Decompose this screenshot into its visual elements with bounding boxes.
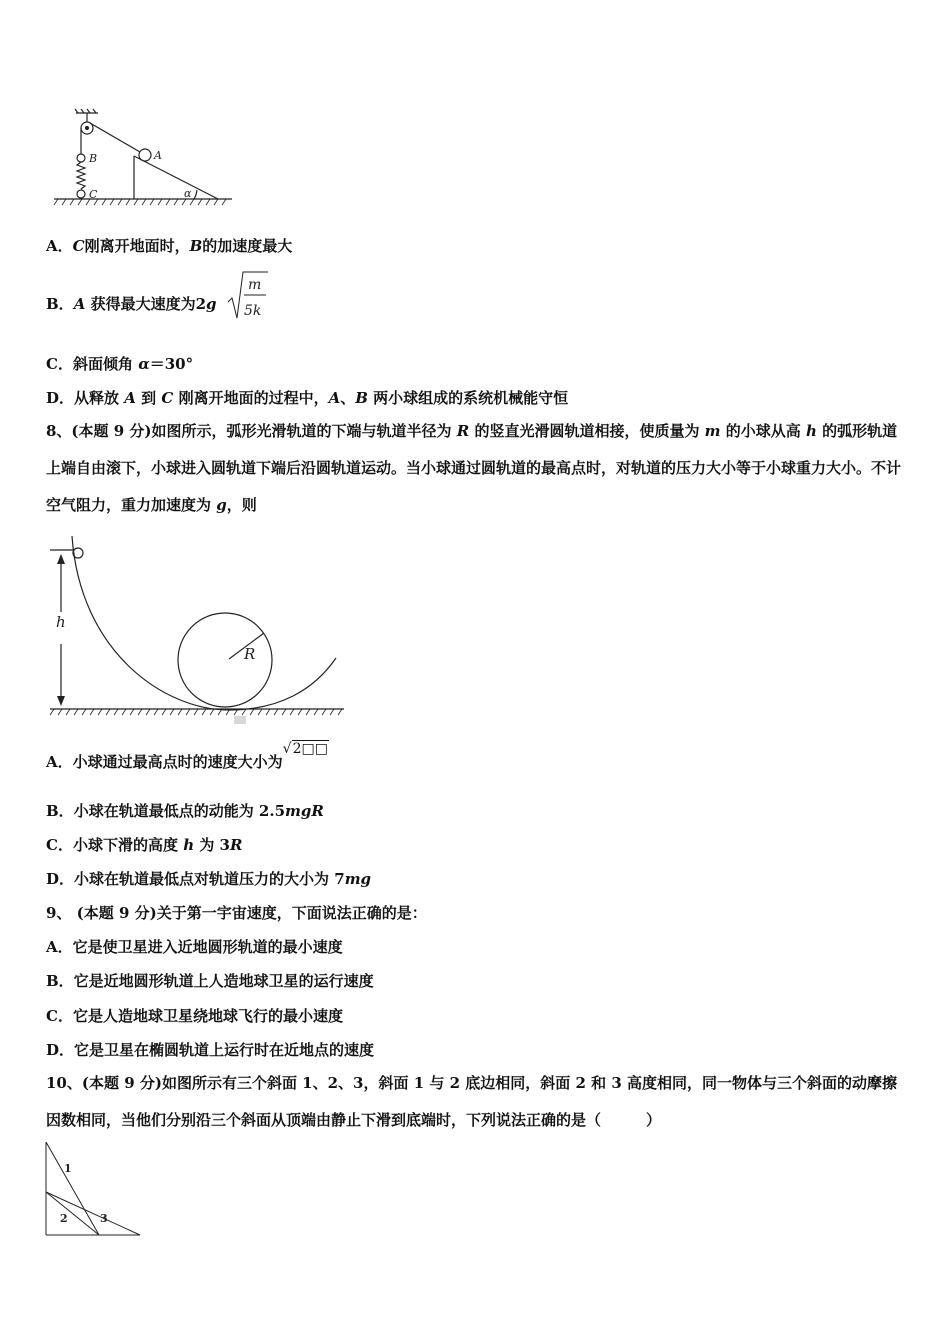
q7-option-d: D．从释放 A 到 C 刚离开地面的过程中，A、B 两小球组成的系统机械能守恒 — [46, 389, 569, 407]
q8-option-d: D．小球在轨道最低点对轨道压力的大小为 7mg — [46, 870, 372, 888]
q9-option-b: B．它是近地圆形轨道上人造地球卫星的运行速度 — [46, 972, 374, 990]
figure-loop-track — [44, 532, 354, 728]
q9-stem: 9、 (本题 9 分)关于第一宇宙速度，下面说法正确的是： — [46, 904, 427, 922]
label-r: R — [244, 645, 256, 663]
q9-option-a: A．它是使卫星进入近地圆形轨道的最小速度 — [46, 938, 343, 956]
label-3: 3 — [100, 1212, 108, 1225]
fraction-denominator: 5k — [244, 303, 262, 319]
q9-option-d: D．它是卫星在椭圆轨道上运行时在近地点的速度 — [46, 1041, 375, 1059]
q8-option-b: B．小球在轨道最低点的动能为 2.5mgR — [46, 802, 324, 820]
figure-pulley-incline — [46, 108, 236, 208]
label-1: 1 — [64, 1162, 72, 1175]
q8-option-c: C．小球下滑的高度 h 为 3R — [46, 836, 243, 854]
q7-option-a: A．C刚离开地面时，B的加速度最大 — [46, 237, 293, 255]
q7-option-c: C．斜面倾角 α＝30° — [46, 355, 194, 373]
q10-stem: 10、(本题 9 分)如图所示有三个斜面 1、2、3，斜面 1 与 2 底边相同，斜面 2 和 3 高度相同，同一物体与三个斜面的动摩擦因数相同，当他们分别沿三个斜面从顶端由静止下滑到底端时，下列说法正确的是（ ） — [46, 1074, 898, 1129]
label-b: B — [89, 152, 98, 165]
q8-option-a: A．小球通过最高点时的速度大小为√2□□ — [46, 741, 328, 771]
label-h: h — [56, 613, 66, 631]
label-alpha: α — [184, 187, 192, 200]
q7-option-b: B．A 获得最大速度为2g — [46, 295, 217, 313]
fraction-numerator: m — [248, 277, 262, 293]
label-2: 2 — [60, 1212, 68, 1225]
sqrt-expression: √2□□ — [282, 741, 328, 757]
q9-option-c: C．它是人造地球卫星绕地球飞行的最小速度 — [46, 1007, 343, 1025]
q8-stem: 8、(本题 9 分)如图所示，弧形光滑轨道的下端与轨道半径为 R 的竖直光滑圆轨道相接，使质量为 m 的小球从高 h 的弧形轨道上端自由滚下，小球进入圆轨道下端后沿圆轨道运动。当小球通过圆轨道的最高点时，对轨道的压力大小等于小球重力大小。不计空气阻力，重力加速度为 g，则 — [46, 422, 902, 514]
figure-three-inclines — [44, 1140, 144, 1240]
label-a: A — [154, 149, 162, 162]
sqrt-fraction — [226, 268, 270, 324]
label-c: C — [89, 188, 98, 201]
